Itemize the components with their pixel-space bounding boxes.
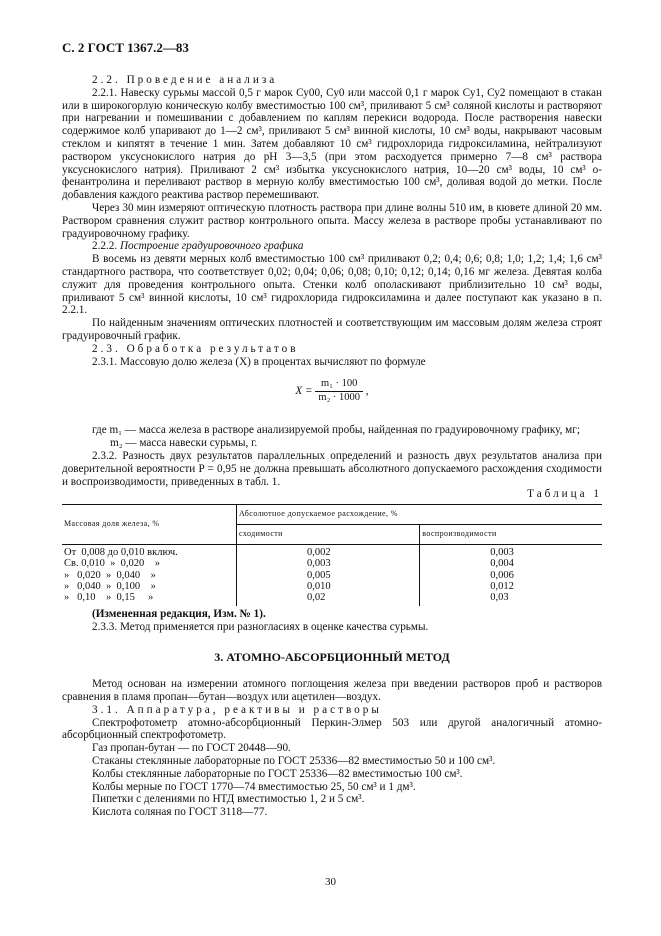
equipment-item: Пипетки с делениями по НТД вместимостью 1, 2 и 5 см³. — [92, 793, 365, 806]
table-row — [62, 592, 602, 605]
cell-range: » 0,040 » 0,100 » — [64, 580, 156, 592]
formula-tail: , — [365, 385, 369, 398]
cell-reproducibility: 0,006 — [420, 570, 602, 581]
cell-reproducibility: 0,003 — [420, 544, 602, 558]
equipment-item: Колбы стеклянные лабораторные по ГОСТ 25336—82 вместимостью 100 см³. — [92, 767, 463, 780]
section-3-intro: Метод основан на измерении атомного поглощения железа при введении растворов проб и растворов сравнения в пламя пропан—бутан—воздух или ацетилен—воздух. — [62, 678, 602, 703]
header-col-group: Абсолютное допускаемое расхождение, % — [237, 505, 603, 525]
table-caption: Таблица 1 — [527, 488, 602, 501]
formula-numerator: m₁ · 100 — [315, 378, 363, 392]
paragraph-2-3-3: 2.3.3. Метод применяется при разногласиях в оценке качества сурьмы. — [92, 620, 429, 633]
section-2-2-heading: 2.2. Проведение анализа — [92, 74, 278, 86]
document-body — [62, 74, 602, 819]
cell-reproducibility: 0,012 — [420, 581, 602, 592]
where-line-2: m₂ — масса навески сурьмы, г. — [110, 437, 258, 450]
cell-convergence: 0,005 — [237, 570, 420, 581]
paragraph-2-2-1-b: Через 30 мин измеряют оптическую плотность раствора при длине волны 510 им, в кювете длиной 20 мм. Раствором сравнения служит раствор контрольного опыта. Массу железа в растворе пробы устанавливают по градуировочному графику. — [62, 201, 602, 240]
cell-convergence: 0,003 — [237, 558, 420, 569]
cell-range: От 0,008 до 0,010 включ. — [64, 546, 178, 558]
cell-convergence: 0,02 — [237, 592, 420, 605]
equipment-item: Колбы мерные по ГОСТ 1770—74 вместимостью 25, 50 см³ и 1 дм³. — [92, 780, 416, 793]
page-number: 30 — [325, 876, 336, 888]
table-row — [62, 581, 602, 592]
cell-reproducibility: 0,03 — [420, 592, 602, 605]
cell-range: Св. 0,010 » 0,020 » — [64, 558, 160, 570]
equipment-list — [62, 717, 602, 819]
equipment-item: Стаканы стеклянные лабораторные по ГОСТ 25336—82 вместимостью 50 и 100 см³. — [92, 754, 496, 767]
equipment-item: Спектрофотометр атомно-абсорбционный Перкин-Элмер 503 или другой аналогичный атомно-абсорбционный спектрофотометр. — [62, 716, 602, 742]
equipment-item: Газ пропан-бутан — по ГОСТ 20448—90. — [92, 742, 291, 755]
p222-number: 2.2.2. — [92, 240, 118, 253]
formula-fraction — [315, 378, 363, 405]
cell-convergence: 0,010 — [237, 581, 420, 592]
section-3-1-heading: 3.1. Аппаратура, реактивы и растворы — [92, 703, 382, 716]
table-body — [62, 544, 602, 606]
paragraph-2-2-2-b: По найденным значениям оптических плотностей и соответствующим им массовым долям железа строят градуировочный график. — [62, 317, 602, 342]
paragraph-2-2-2-heading — [62, 240, 602, 253]
formula-denominator: m₂ · 1000 — [318, 392, 360, 404]
where-line-1: где m₁ — масса железа в растворе анализируемой пробы, найденная по градуировочному графику, мг; — [92, 424, 580, 437]
p222-title: Построение градуировочного графика — [119, 240, 304, 253]
cell-convergence: 0,002 — [237, 544, 420, 558]
header-reproducibility: воспроизводимости — [420, 524, 602, 544]
page-header: С. 2 ГОСТ 1367.2—83 — [62, 40, 189, 55]
paragraph-2-3-2: 2.3.2. Разность двух результатов параллельных определений и разность двух результатов анализа при доверительной вероятности P = 0,95 не должна превышать абсолютного допускаемого расхождения сходимости и воспроизводимости, приведенных в табл. 1. — [62, 449, 602, 488]
header-convergence: сходимости — [237, 524, 420, 544]
section-2-3-heading: 2.3. Обработка результатов — [92, 342, 299, 355]
table-row — [62, 570, 602, 581]
table-row — [62, 558, 602, 569]
paragraph-2-2-2: В восемь из девяти мерных колб вместимостью 100 см³ приливают 0,2; 0,4; 0,6; 0,8; 1,0; 1,2; 1,4; 1,6 см³ стандартного раствора, что соответствует 0,02; 0,04; 0,06; 0,08; 0,10; 0,12; 0,14; 0,16 мг железа. Девятая колба служит для проведения контрольного опыта. Стенки колб ополаскивают приблизительно 10 см³ воды, приливают 5 см³ винной кислоты, 10 см³ гидрохлорида гидроксиламина и далее поступают как указано в п. 2.2.1. — [62, 253, 602, 317]
header-mass-fraction: Массовая доля железа, % — [62, 505, 237, 545]
tolerance-table — [62, 504, 602, 606]
table-row — [62, 544, 602, 558]
section-3-title: 3. АТОМНО-АБСОРБЦИОННЫЙ МЕТОД — [214, 650, 450, 665]
formula-lhs: X = — [295, 385, 313, 398]
paragraph-2-2-1: 2.2.1. Навеску сурьмы массой 0,5 г марок Су00, Су0 или массой 0,1 г марок Су1, Су2 помещают в стакан или в широкогорлую коническую колбу вместимостью 100 см³, приливают 5 см³ соляной кислоты и растворяют при нагревании и помешивании с добавлением по каплям перекиси водорода. После растворения навески содержимое колб упаривают до 1—2 см³, приливают 5 см³ винной кислоты, 10 см³ воды, накрывают часовым стеклом и кипятят в течение 1 мин. Затем добавляют 10 см³ гидрохлорида гидроксиламина, нейтрализуют раствором уксуснокислого натрия до рН 3—3,5 (при этом расходуется примерно 7—8 см³ раствора уксуснокислого натрия). Приливают 2 см³ избытка уксуснокислого натрия, 10—20 см³ воды, 10 см³ о-фенантролина и переливают раствор в мерную колбу вместимостью 100 см³, доливая водой до метки. После добавления каждого реактива раствор перемешивают. — [62, 86, 602, 202]
cell-range: » 0,10 » 0,15 » — [64, 592, 154, 604]
equipment-item: Кислота соляная по ГОСТ 3118—77. — [92, 806, 268, 819]
cell-range: » 0,020 » 0,040 » — [64, 569, 156, 581]
cell-reproducibility: 0,004 — [420, 558, 602, 569]
paragraph-2-3-1: 2.3.1. Массовую долю железа (X) в процентах вычисляют по формуле — [92, 355, 426, 368]
edition-note: (Измененная редакция, Изм. № 1). — [92, 607, 266, 620]
formula — [62, 378, 602, 414]
